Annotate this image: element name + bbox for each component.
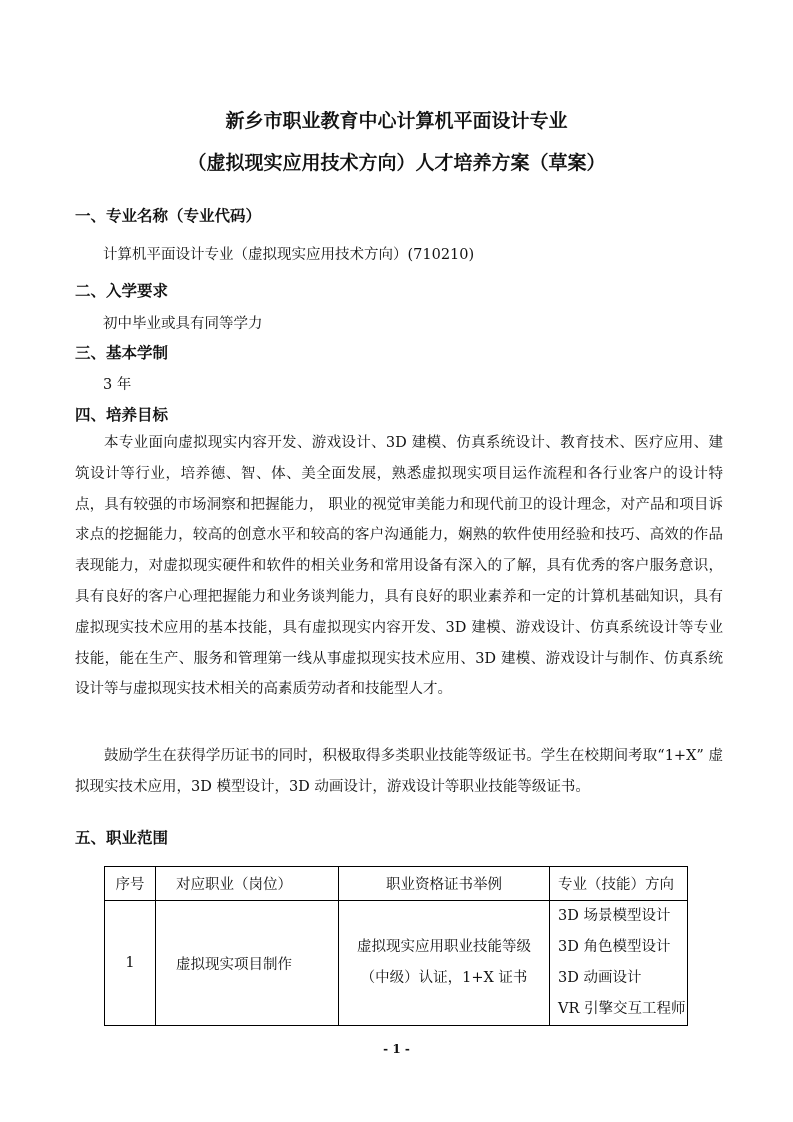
header-direction: 专业（技能）方向	[550, 867, 688, 901]
row-certificate	[339, 901, 550, 1026]
major-name-text: 计算机平面设计专业（虚拟现实应用技术方向）(710210)	[103, 247, 475, 263]
page-number: - 1 -	[383, 1042, 410, 1056]
row-job: 虚拟现实项目制作	[156, 901, 339, 1026]
direction-item: 3D 角色模型设计	[558, 939, 671, 955]
document-title-line1: 新乡市职业教育中心计算机平面设计专业	[225, 110, 568, 132]
admission-text: 初中毕业或具有同等学力	[103, 316, 263, 332]
certificate-line2: （中级）认证，1+X 证书	[360, 970, 528, 986]
header-job: 对应职业（岗位）	[156, 867, 339, 901]
certificate-line1: 虚拟现实应用职业技能等级	[357, 939, 531, 955]
document-title-line2: （虚拟现实应用技术方向）人才培养方案（草案）	[187, 152, 606, 174]
objectives-paragraph: 本专业面向虚拟现实内容开发、游戏设计、3D 建模、仿真系统设计、教育技术、医疗应用、建筑设计等行业，培养德、智、体、美全面发展，熟悉虚拟现实项目运作流程和各行业客户的设计特点，具有较强的市场洞察和把握能力， 职业的视觉审美能力和现代前卫的设计理念，对产品和项目诉求点的挖掘能力，较高的创意水平和较高的客户沟通能力，娴熟的软件使用经验和技巧、高效的作品表现能力，对虚拟现实硬件和软件的相关业务和常用设备有深入的了解，具有优秀的客户服务意识，具有良好的客户心理把握能力和业务谈判能力，具有良好的职业素养和一定的计算机基础知识，具有虚拟现实技术应用的基本技能，具有虚拟现实内容开发、3D 建模、游戏设计、仿真系统设计等专业技能，能在生产、服务和管理第一线从事虚拟现实技术应用、3D 建模、游戏设计与制作、仿真系统设计等与虚拟现实技术相关的高素质劳动者和技能型人才。	[75, 435, 723, 698]
career-scope-table	[104, 866, 688, 1026]
section-heading-objectives: 四、培养目标	[75, 406, 169, 424]
section-heading-career-scope: 五、职业范围	[75, 829, 169, 847]
duration-text: 3 年	[103, 377, 132, 393]
header-no: 序号	[105, 867, 156, 901]
section-heading-admission: 二、入学要求	[75, 282, 169, 300]
row-directions	[550, 901, 688, 1026]
table-row	[105, 901, 688, 1026]
section-heading-duration: 三、基本学制	[75, 344, 169, 362]
direction-item: VR 引擎交互工程师	[558, 1001, 686, 1017]
header-certificate: 职业资格证书举例	[339, 867, 550, 901]
direction-item: 3D 动画设计	[558, 970, 642, 986]
direction-item: 3D 场景模型设计	[558, 908, 671, 924]
table-header-row	[105, 867, 688, 901]
section-heading-name: 一、专业名称（专业代码）	[75, 207, 262, 225]
certificate-paragraph: 鼓励学生在获得学历证书的同时，积极取得多类职业技能等级证书。学生在校期间考取“1+X” 虚拟现实技术应用，3D 模型设计，3D 动画设计，游戏设计等职业技能等级证书。	[75, 748, 723, 795]
row-no: 1	[105, 901, 156, 1026]
